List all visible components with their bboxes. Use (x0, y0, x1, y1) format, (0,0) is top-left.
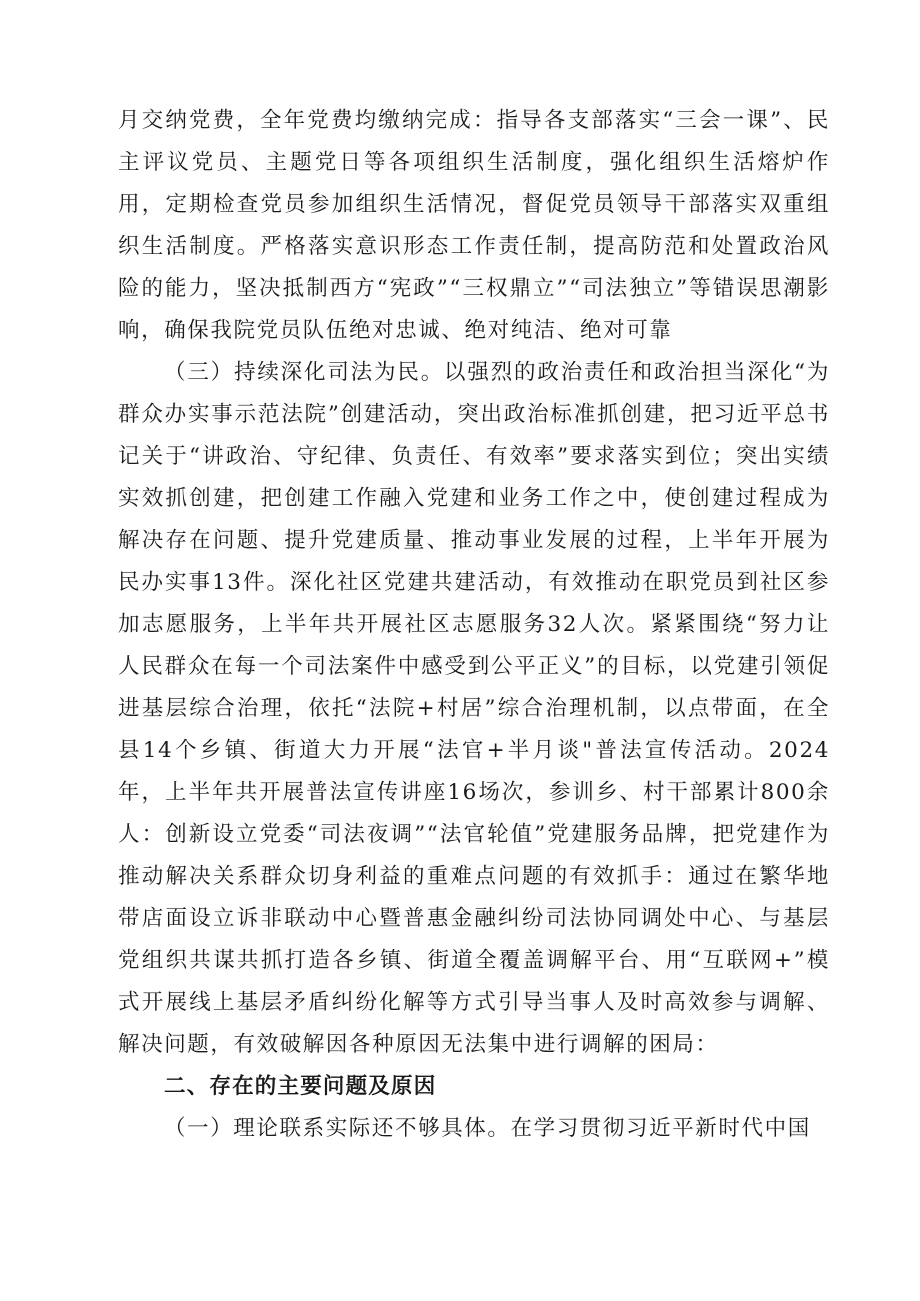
paragraph-party-organization-life: 月交纳党费，全年党费均缴纳完成：指导各支部落实“三会一课”、民主评议党员、主题党日等各项组织生活制度，强化组织生活熔炉作用，定期检查党员参加组织生活情况，督促党员领导干部落实双重组织生活制度。严格落实意识形态工作责任制，提高防范和处置政治风险的能力，坚决抵制西方“宪政”“三权鼎立”“司法独立”等错误思潮影响，确保我院党员队伍绝对忠诚、绝对纯洁、绝对可靠 (118, 108, 830, 343)
document-body (118, 100, 830, 1150)
paragraph-theory-practice: （一）理论联系实际还不够具体。在学习贯彻习近平新时代中国 (164, 1116, 811, 1141)
section-heading-main-problems: 二、存在的主要问题及原因 (164, 1074, 437, 1099)
paragraph-judicial-for-people: （三）持续深化司法为民。以强烈的政治责任和政治担当深化“为群众办实事示范法院”创建活动，突出政治标准抓创建，把习近平总书记关于“讲政治、守纪律、负责任、有效率”要求落实到位；突出实绩实效抓创建，把创建工作融入党建和业务工作之中，使创建过程成为解决存在问题、提升党建质量、推动事业发展的过程，上半年开展为民办实事13件。深化社区党建共建活动，有效推动在职党员到社区参加志愿服务，上半年共开展社区志愿服务32人次。紧紧围绕“努力让人民群众在每一个司法案件中感受到公平正义”的目标，以党建引领促进基层综合治理，依托“法院+村居”综合治理机制，以点带面，在全县14个乡镇、街道大力开展“法官+半月谈"普法宣传活动。2024年，上半年共开展普法宣传讲座16场次，参训乡、村干部累计800余人：创新设立党委“司法夜调”“法官轮值”党建服务品牌，把党建作为推动解决关系群众切身利益的重难点问题的有效抓手：通过在繁华地带店面设立诉非联动中心暨普惠金融纠纷司法协同调处中心、与基层党组织共谋共抓打造各乡镇、街道全覆盖调解平台、用“互联网+”模式开展线上基层矛盾纠纷化解等方式引导当事人及时高效参与调解、解决问题，有效破解因各种原因无法集中进行调解的困局： (118, 360, 830, 1057)
